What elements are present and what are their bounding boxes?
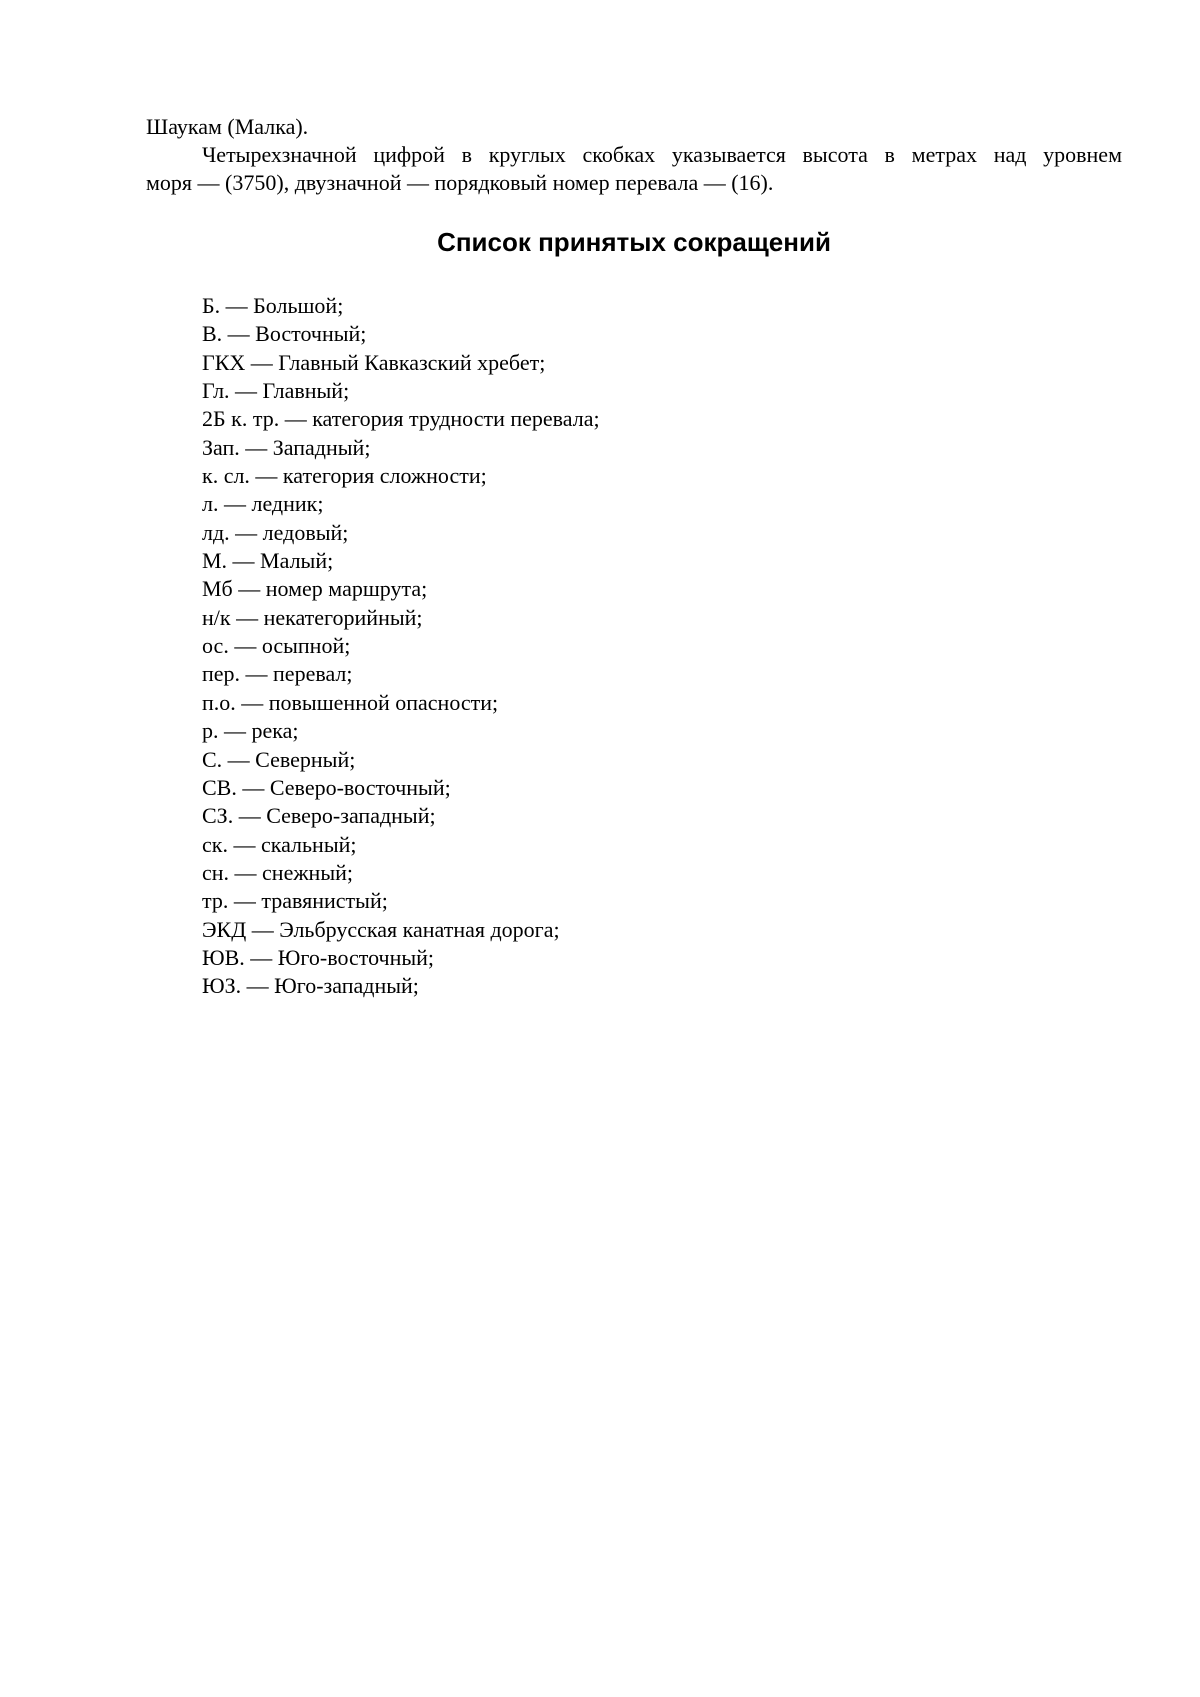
abbreviations-list xyxy=(202,292,1122,1001)
abbreviation-item: Б. — Большой; xyxy=(202,293,344,318)
abbreviation-item: лд. — ледовый; xyxy=(202,519,349,545)
abbreviation-item: л. — ледник; xyxy=(202,491,324,517)
abbreviation-item: М. — Малый; xyxy=(202,548,334,574)
abbreviation-item: С. — Северный; xyxy=(202,746,356,772)
abbreviation-item: пер. — перевал; xyxy=(202,661,353,687)
paragraph-first-line: Четырехзначной цифрой в круглых скобках указывается высота в метрах над уровнем xyxy=(202,142,1122,167)
document-content xyxy=(146,113,1122,1001)
abbreviation-item: Зап. — Западный; xyxy=(202,434,371,460)
abbreviation-item: ЮЗ. — Юго-западный; xyxy=(202,973,419,999)
abbreviation-item: В. — Восточный; xyxy=(202,321,367,347)
abbreviation-item: сн. — снежный; xyxy=(202,859,353,885)
abbreviation-item: ЮВ. — Юго-восточный; xyxy=(202,944,435,970)
abbreviation-item: ГКХ — Главный Кавказский хребет; xyxy=(202,349,546,375)
abbreviation-item: СЗ. — Северо-западный; xyxy=(202,803,436,829)
abbreviation-item: ос. — осыпной; xyxy=(202,633,351,659)
abbreviation-item: тр. — травянистый; xyxy=(202,888,388,914)
abbreviation-item: ск. — скальный; xyxy=(202,831,357,857)
abbreviation-item: 2Б к. тр. — категория трудности перевала; xyxy=(202,406,600,432)
continued-text-line: Шаукам (Малка). xyxy=(146,114,309,139)
abbreviation-item: Мб — номер маршрута; xyxy=(202,576,428,602)
abbreviation-item: н/к — некатегорийный; xyxy=(202,604,423,630)
abbreviation-item: Гл. — Главный; xyxy=(202,378,350,404)
paragraph-second-line: моря — (3750), двузначной — порядковый номер перевала — (16). xyxy=(146,170,774,195)
section-title: Список принятых сокращений xyxy=(437,227,831,257)
abbreviation-item: к. сл. — категория сложности; xyxy=(202,463,487,489)
abbreviation-item: СВ. — Северо-восточный; xyxy=(202,774,451,800)
abbreviation-item: р. — река; xyxy=(202,718,299,744)
abbreviation-item: п.о. — повышенной опасности; xyxy=(202,689,499,715)
abbreviation-item: ЭКД — Эльбрусская канатная дорога; xyxy=(202,916,560,942)
